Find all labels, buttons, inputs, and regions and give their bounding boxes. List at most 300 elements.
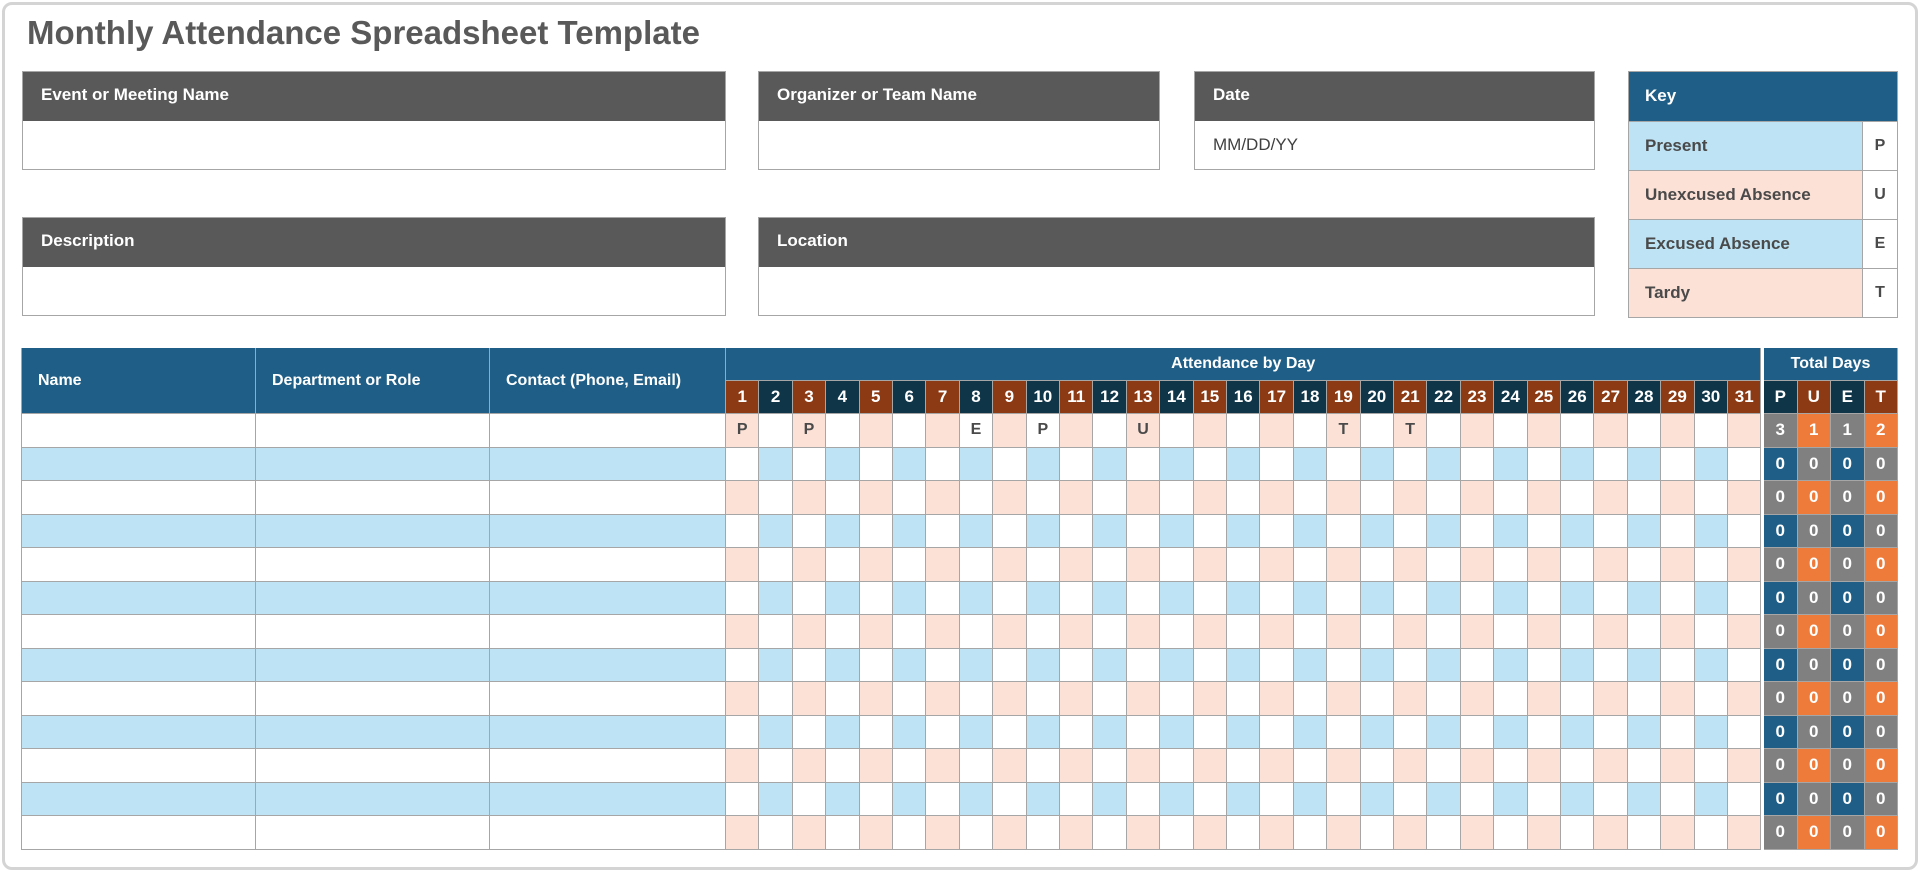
day-cell[interactable] xyxy=(1461,716,1494,750)
day-cell[interactable] xyxy=(1528,548,1561,582)
day-cell[interactable] xyxy=(1461,749,1494,783)
day-cell[interactable]: P xyxy=(726,414,759,448)
day-cell[interactable] xyxy=(1093,716,1126,750)
day-cell[interactable] xyxy=(1227,615,1260,649)
day-cell[interactable] xyxy=(1427,615,1460,649)
row-name-cell[interactable] xyxy=(22,548,256,582)
day-cell[interactable] xyxy=(1427,414,1460,448)
day-cell[interactable] xyxy=(1361,749,1394,783)
day-cell[interactable] xyxy=(1628,481,1661,515)
day-cell[interactable] xyxy=(1227,515,1260,549)
day-cell[interactable] xyxy=(1127,749,1160,783)
day-cell[interactable] xyxy=(1093,582,1126,616)
day-cell[interactable] xyxy=(926,649,959,683)
day-cell[interactable] xyxy=(1127,816,1160,850)
day-cell[interactable] xyxy=(926,615,959,649)
day-cell[interactable] xyxy=(826,548,859,582)
day-cell[interactable] xyxy=(1628,682,1661,716)
day-cell[interactable] xyxy=(960,716,993,750)
day-cell[interactable] xyxy=(1093,816,1126,850)
day-cell[interactable] xyxy=(893,515,926,549)
day-cell[interactable] xyxy=(793,515,826,549)
day-cell[interactable] xyxy=(1461,615,1494,649)
day-cell[interactable] xyxy=(1628,515,1661,549)
day-cell[interactable] xyxy=(1528,615,1561,649)
day-cell[interactable] xyxy=(1628,548,1661,582)
day-cell[interactable] xyxy=(1561,649,1594,683)
day-cell[interactable] xyxy=(893,816,926,850)
day-cell[interactable] xyxy=(1695,448,1728,482)
day-cell[interactable] xyxy=(1327,515,1360,549)
day-cell[interactable] xyxy=(1695,649,1728,683)
day-cell[interactable] xyxy=(1494,783,1527,817)
row-dept-cell[interactable] xyxy=(256,548,490,582)
day-cell[interactable] xyxy=(1728,548,1761,582)
row-contact-cell[interactable] xyxy=(490,649,726,683)
day-cell[interactable] xyxy=(893,414,926,448)
day-cell[interactable] xyxy=(1027,783,1060,817)
day-cell[interactable] xyxy=(1695,615,1728,649)
day-cell[interactable] xyxy=(1394,749,1427,783)
day-cell[interactable] xyxy=(793,448,826,482)
day-cell[interactable] xyxy=(1394,682,1427,716)
day-cell[interactable] xyxy=(826,749,859,783)
day-cell[interactable] xyxy=(860,649,893,683)
day-cell[interactable] xyxy=(1060,716,1093,750)
day-cell[interactable]: P xyxy=(793,414,826,448)
day-cell[interactable] xyxy=(1528,481,1561,515)
day-cell[interactable] xyxy=(793,548,826,582)
day-cell[interactable] xyxy=(893,615,926,649)
day-cell[interactable] xyxy=(1160,682,1193,716)
day-cell[interactable] xyxy=(993,414,1026,448)
day-cell[interactable] xyxy=(1093,749,1126,783)
day-cell[interactable] xyxy=(1093,548,1126,582)
day-cell[interactable] xyxy=(1695,582,1728,616)
day-cell[interactable] xyxy=(860,682,893,716)
day-cell[interactable] xyxy=(759,682,792,716)
day-cell[interactable] xyxy=(1260,682,1293,716)
day-cell[interactable] xyxy=(1494,448,1527,482)
day-cell[interactable] xyxy=(1060,548,1093,582)
day-cell[interactable] xyxy=(1260,816,1293,850)
day-cell[interactable] xyxy=(826,816,859,850)
day-cell[interactable] xyxy=(1127,649,1160,683)
day-cell[interactable] xyxy=(1427,682,1460,716)
day-cell[interactable] xyxy=(1394,515,1427,549)
day-cell[interactable] xyxy=(960,749,993,783)
day-cell[interactable] xyxy=(1427,816,1460,850)
day-cell[interactable] xyxy=(1060,783,1093,817)
day-cell[interactable] xyxy=(960,481,993,515)
day-cell[interactable] xyxy=(726,615,759,649)
day-cell[interactable] xyxy=(1494,615,1527,649)
row-contact-cell[interactable] xyxy=(490,783,726,817)
day-cell[interactable] xyxy=(793,783,826,817)
day-cell[interactable] xyxy=(1695,548,1728,582)
day-cell[interactable] xyxy=(1294,448,1327,482)
day-cell[interactable] xyxy=(1661,548,1694,582)
day-cell[interactable] xyxy=(793,582,826,616)
day-cell[interactable] xyxy=(793,749,826,783)
day-cell[interactable] xyxy=(1461,682,1494,716)
row-dept-cell[interactable] xyxy=(256,816,490,850)
day-cell[interactable] xyxy=(1361,481,1394,515)
day-cell[interactable] xyxy=(1594,682,1627,716)
day-cell[interactable] xyxy=(1260,716,1293,750)
day-cell[interactable] xyxy=(1695,716,1728,750)
day-cell[interactable] xyxy=(860,716,893,750)
day-cell[interactable] xyxy=(1294,481,1327,515)
day-cell[interactable] xyxy=(926,414,959,448)
day-cell[interactable] xyxy=(993,816,1026,850)
row-name-cell[interactable] xyxy=(22,481,256,515)
day-cell[interactable] xyxy=(1528,649,1561,683)
row-name-cell[interactable] xyxy=(22,515,256,549)
row-name-cell[interactable] xyxy=(22,448,256,482)
day-cell[interactable] xyxy=(1394,816,1427,850)
day-cell[interactable] xyxy=(960,548,993,582)
day-cell[interactable] xyxy=(1695,682,1728,716)
day-cell[interactable] xyxy=(1728,783,1761,817)
day-cell[interactable]: P xyxy=(1027,414,1060,448)
day-cell[interactable] xyxy=(1461,548,1494,582)
day-cell[interactable] xyxy=(793,481,826,515)
day-cell[interactable] xyxy=(1494,749,1527,783)
day-cell[interactable] xyxy=(893,582,926,616)
day-cell[interactable] xyxy=(1361,649,1394,683)
day-cell[interactable] xyxy=(960,582,993,616)
day-cell[interactable] xyxy=(1361,783,1394,817)
day-cell[interactable] xyxy=(1728,481,1761,515)
day-cell[interactable] xyxy=(1160,749,1193,783)
day-cell[interactable] xyxy=(1327,816,1360,850)
day-cell[interactable] xyxy=(1227,582,1260,616)
day-cell[interactable] xyxy=(759,816,792,850)
day-cell[interactable] xyxy=(1695,515,1728,549)
day-cell[interactable] xyxy=(1227,448,1260,482)
day-cell[interactable] xyxy=(860,749,893,783)
day-cell[interactable] xyxy=(993,582,1026,616)
day-cell[interactable] xyxy=(960,783,993,817)
day-cell[interactable] xyxy=(1327,481,1360,515)
day-cell[interactable] xyxy=(1294,649,1327,683)
day-cell[interactable] xyxy=(1628,816,1661,850)
day-cell[interactable] xyxy=(1528,749,1561,783)
row-dept-cell[interactable] xyxy=(256,414,490,448)
day-cell[interactable] xyxy=(1361,716,1394,750)
row-dept-cell[interactable] xyxy=(256,615,490,649)
day-cell[interactable] xyxy=(1728,716,1761,750)
day-cell[interactable] xyxy=(860,481,893,515)
day-cell[interactable] xyxy=(993,481,1026,515)
row-dept-cell[interactable] xyxy=(256,582,490,616)
day-cell[interactable] xyxy=(726,515,759,549)
day-cell[interactable] xyxy=(1394,448,1427,482)
day-cell[interactable] xyxy=(1494,582,1527,616)
day-cell[interactable] xyxy=(993,783,1026,817)
day-cell[interactable] xyxy=(1427,582,1460,616)
day-cell[interactable] xyxy=(1194,548,1227,582)
day-cell[interactable] xyxy=(726,481,759,515)
day-cell[interactable] xyxy=(1594,515,1627,549)
day-cell[interactable] xyxy=(1427,448,1460,482)
day-cell[interactable] xyxy=(793,716,826,750)
day-cell[interactable] xyxy=(1561,615,1594,649)
day-cell[interactable] xyxy=(1127,582,1160,616)
day-cell[interactable] xyxy=(1093,682,1126,716)
day-cell[interactable] xyxy=(726,548,759,582)
day-cell[interactable] xyxy=(1093,515,1126,549)
day-cell[interactable] xyxy=(1461,414,1494,448)
day-cell[interactable] xyxy=(1594,481,1627,515)
day-cell[interactable] xyxy=(1661,615,1694,649)
day-cell[interactable] xyxy=(759,515,792,549)
day-cell[interactable] xyxy=(1594,783,1627,817)
day-cell[interactable] xyxy=(1127,783,1160,817)
day-cell[interactable] xyxy=(893,481,926,515)
day-cell[interactable] xyxy=(1027,515,1060,549)
row-contact-cell[interactable] xyxy=(490,481,726,515)
day-cell[interactable] xyxy=(993,448,1026,482)
day-cell[interactable] xyxy=(1461,481,1494,515)
day-cell[interactable] xyxy=(1294,716,1327,750)
day-cell[interactable] xyxy=(1260,515,1293,549)
day-cell[interactable] xyxy=(1093,448,1126,482)
day-cell[interactable] xyxy=(759,414,792,448)
day-cell[interactable] xyxy=(759,615,792,649)
day-cell[interactable] xyxy=(993,682,1026,716)
day-cell[interactable] xyxy=(1494,414,1527,448)
day-cell[interactable] xyxy=(793,682,826,716)
day-cell[interactable] xyxy=(1260,582,1293,616)
row-dept-cell[interactable] xyxy=(256,783,490,817)
day-cell[interactable] xyxy=(726,649,759,683)
day-cell[interactable] xyxy=(993,515,1026,549)
day-cell[interactable] xyxy=(1160,448,1193,482)
day-cell[interactable] xyxy=(1260,615,1293,649)
day-cell[interactable] xyxy=(1260,548,1293,582)
row-contact-cell[interactable] xyxy=(490,548,726,582)
day-cell[interactable] xyxy=(1294,783,1327,817)
day-cell[interactable] xyxy=(1327,716,1360,750)
day-cell[interactable] xyxy=(960,649,993,683)
day-cell[interactable] xyxy=(1661,481,1694,515)
day-cell[interactable] xyxy=(1661,448,1694,482)
day-cell[interactable] xyxy=(1728,749,1761,783)
day-cell[interactable] xyxy=(1160,716,1193,750)
day-cell[interactable] xyxy=(1060,649,1093,683)
day-cell[interactable] xyxy=(1561,448,1594,482)
day-cell[interactable] xyxy=(1661,716,1694,750)
day-cell[interactable] xyxy=(1628,716,1661,750)
day-cell[interactable] xyxy=(1594,649,1627,683)
day-cell[interactable] xyxy=(1561,414,1594,448)
day-cell[interactable] xyxy=(1528,816,1561,850)
day-cell[interactable] xyxy=(1728,582,1761,616)
row-contact-cell[interactable] xyxy=(490,682,726,716)
row-contact-cell[interactable] xyxy=(490,615,726,649)
day-cell[interactable] xyxy=(1160,515,1193,549)
day-cell[interactable] xyxy=(1594,749,1627,783)
day-cell[interactable] xyxy=(1494,649,1527,683)
day-cell[interactable] xyxy=(1427,515,1460,549)
day-cell[interactable] xyxy=(1628,582,1661,616)
day-cell[interactable] xyxy=(1227,716,1260,750)
day-cell[interactable] xyxy=(1227,481,1260,515)
day-cell[interactable] xyxy=(1427,649,1460,683)
day-cell[interactable] xyxy=(926,749,959,783)
row-dept-cell[interactable] xyxy=(256,448,490,482)
day-cell[interactable] xyxy=(893,682,926,716)
day-cell[interactable] xyxy=(1027,448,1060,482)
row-dept-cell[interactable] xyxy=(256,716,490,750)
day-cell[interactable] xyxy=(1327,749,1360,783)
row-name-cell[interactable] xyxy=(22,716,256,750)
day-cell[interactable] xyxy=(1227,783,1260,817)
day-cell[interactable] xyxy=(926,682,959,716)
day-cell[interactable] xyxy=(1093,783,1126,817)
day-cell[interactable] xyxy=(1361,414,1394,448)
day-cell[interactable] xyxy=(1227,682,1260,716)
day-cell[interactable] xyxy=(1728,414,1761,448)
day-cell[interactable] xyxy=(1594,816,1627,850)
day-cell[interactable] xyxy=(926,716,959,750)
day-cell[interactable] xyxy=(1394,481,1427,515)
day-cell[interactable] xyxy=(1628,783,1661,817)
day-cell[interactable] xyxy=(993,716,1026,750)
day-cell[interactable] xyxy=(1227,414,1260,448)
day-cell[interactable] xyxy=(1260,414,1293,448)
day-cell[interactable] xyxy=(1327,615,1360,649)
day-cell[interactable] xyxy=(893,649,926,683)
day-cell[interactable] xyxy=(1260,448,1293,482)
day-cell[interactable] xyxy=(960,515,993,549)
day-cell[interactable] xyxy=(1127,448,1160,482)
day-cell[interactable] xyxy=(1661,783,1694,817)
row-dept-cell[interactable] xyxy=(256,749,490,783)
day-cell[interactable] xyxy=(1160,615,1193,649)
day-cell[interactable] xyxy=(1427,548,1460,582)
day-cell[interactable] xyxy=(1027,749,1060,783)
day-cell[interactable] xyxy=(1294,515,1327,549)
day-cell[interactable] xyxy=(1027,649,1060,683)
day-cell[interactable] xyxy=(926,481,959,515)
day-cell[interactable] xyxy=(1728,615,1761,649)
day-cell[interactable] xyxy=(1294,816,1327,850)
day-cell[interactable] xyxy=(1594,615,1627,649)
day-cell[interactable] xyxy=(726,783,759,817)
day-cell[interactable] xyxy=(826,414,859,448)
day-cell[interactable] xyxy=(1327,682,1360,716)
day-cell[interactable] xyxy=(1060,749,1093,783)
day-cell[interactable]: U xyxy=(1127,414,1160,448)
day-cell[interactable] xyxy=(1093,649,1126,683)
day-cell[interactable] xyxy=(1394,649,1427,683)
day-cell[interactable] xyxy=(1661,515,1694,549)
day-cell[interactable] xyxy=(860,448,893,482)
day-cell[interactable] xyxy=(1561,582,1594,616)
day-cell[interactable] xyxy=(1160,816,1193,850)
day-cell[interactable] xyxy=(1528,448,1561,482)
day-cell[interactable] xyxy=(860,548,893,582)
row-name-cell[interactable] xyxy=(22,649,256,683)
day-cell[interactable] xyxy=(893,716,926,750)
day-cell[interactable] xyxy=(1327,548,1360,582)
day-cell[interactable] xyxy=(1361,816,1394,850)
day-cell[interactable] xyxy=(1194,682,1227,716)
day-cell[interactable] xyxy=(1060,515,1093,549)
day-cell[interactable] xyxy=(1628,749,1661,783)
day-cell[interactable] xyxy=(726,448,759,482)
day-cell[interactable] xyxy=(1661,649,1694,683)
day-cell[interactable] xyxy=(1227,816,1260,850)
day-cell[interactable] xyxy=(960,816,993,850)
row-contact-cell[interactable] xyxy=(490,582,726,616)
day-cell[interactable] xyxy=(1060,615,1093,649)
day-cell[interactable] xyxy=(1294,414,1327,448)
day-cell[interactable] xyxy=(1294,548,1327,582)
row-name-cell[interactable] xyxy=(22,682,256,716)
day-cell[interactable] xyxy=(960,448,993,482)
day-cell[interactable] xyxy=(1060,816,1093,850)
day-cell[interactable] xyxy=(1093,414,1126,448)
day-cell[interactable] xyxy=(893,749,926,783)
day-cell[interactable] xyxy=(1027,816,1060,850)
day-cell[interactable] xyxy=(1194,749,1227,783)
day-cell[interactable] xyxy=(1394,783,1427,817)
location-input[interactable] xyxy=(759,267,1594,315)
day-cell[interactable] xyxy=(826,481,859,515)
day-cell[interactable] xyxy=(1561,783,1594,817)
day-cell[interactable] xyxy=(1194,582,1227,616)
day-cell[interactable] xyxy=(1060,414,1093,448)
day-cell[interactable] xyxy=(1661,414,1694,448)
day-cell[interactable] xyxy=(1127,481,1160,515)
day-cell[interactable] xyxy=(826,582,859,616)
day-cell[interactable] xyxy=(1695,816,1728,850)
day-cell[interactable] xyxy=(1494,682,1527,716)
day-cell[interactable] xyxy=(1561,682,1594,716)
day-cell[interactable] xyxy=(759,582,792,616)
day-cell[interactable] xyxy=(893,783,926,817)
day-cell[interactable] xyxy=(1027,548,1060,582)
day-cell[interactable] xyxy=(1027,682,1060,716)
day-cell[interactable] xyxy=(1327,448,1360,482)
day-cell[interactable] xyxy=(860,615,893,649)
day-cell[interactable] xyxy=(1728,649,1761,683)
day-cell[interactable] xyxy=(1628,414,1661,448)
day-cell[interactable] xyxy=(1594,716,1627,750)
day-cell[interactable] xyxy=(1594,582,1627,616)
day-cell[interactable] xyxy=(1494,548,1527,582)
day-cell[interactable] xyxy=(1060,682,1093,716)
day-cell[interactable] xyxy=(893,448,926,482)
day-cell[interactable] xyxy=(1561,716,1594,750)
row-contact-cell[interactable] xyxy=(490,414,726,448)
day-cell[interactable] xyxy=(759,716,792,750)
day-cell[interactable] xyxy=(1394,548,1427,582)
day-cell[interactable] xyxy=(826,716,859,750)
day-cell[interactable] xyxy=(793,615,826,649)
day-cell[interactable] xyxy=(1194,414,1227,448)
row-dept-cell[interactable] xyxy=(256,481,490,515)
day-cell[interactable] xyxy=(1427,749,1460,783)
day-cell[interactable] xyxy=(759,649,792,683)
day-cell[interactable] xyxy=(1494,816,1527,850)
day-cell[interactable] xyxy=(1027,481,1060,515)
day-cell[interactable] xyxy=(1027,615,1060,649)
